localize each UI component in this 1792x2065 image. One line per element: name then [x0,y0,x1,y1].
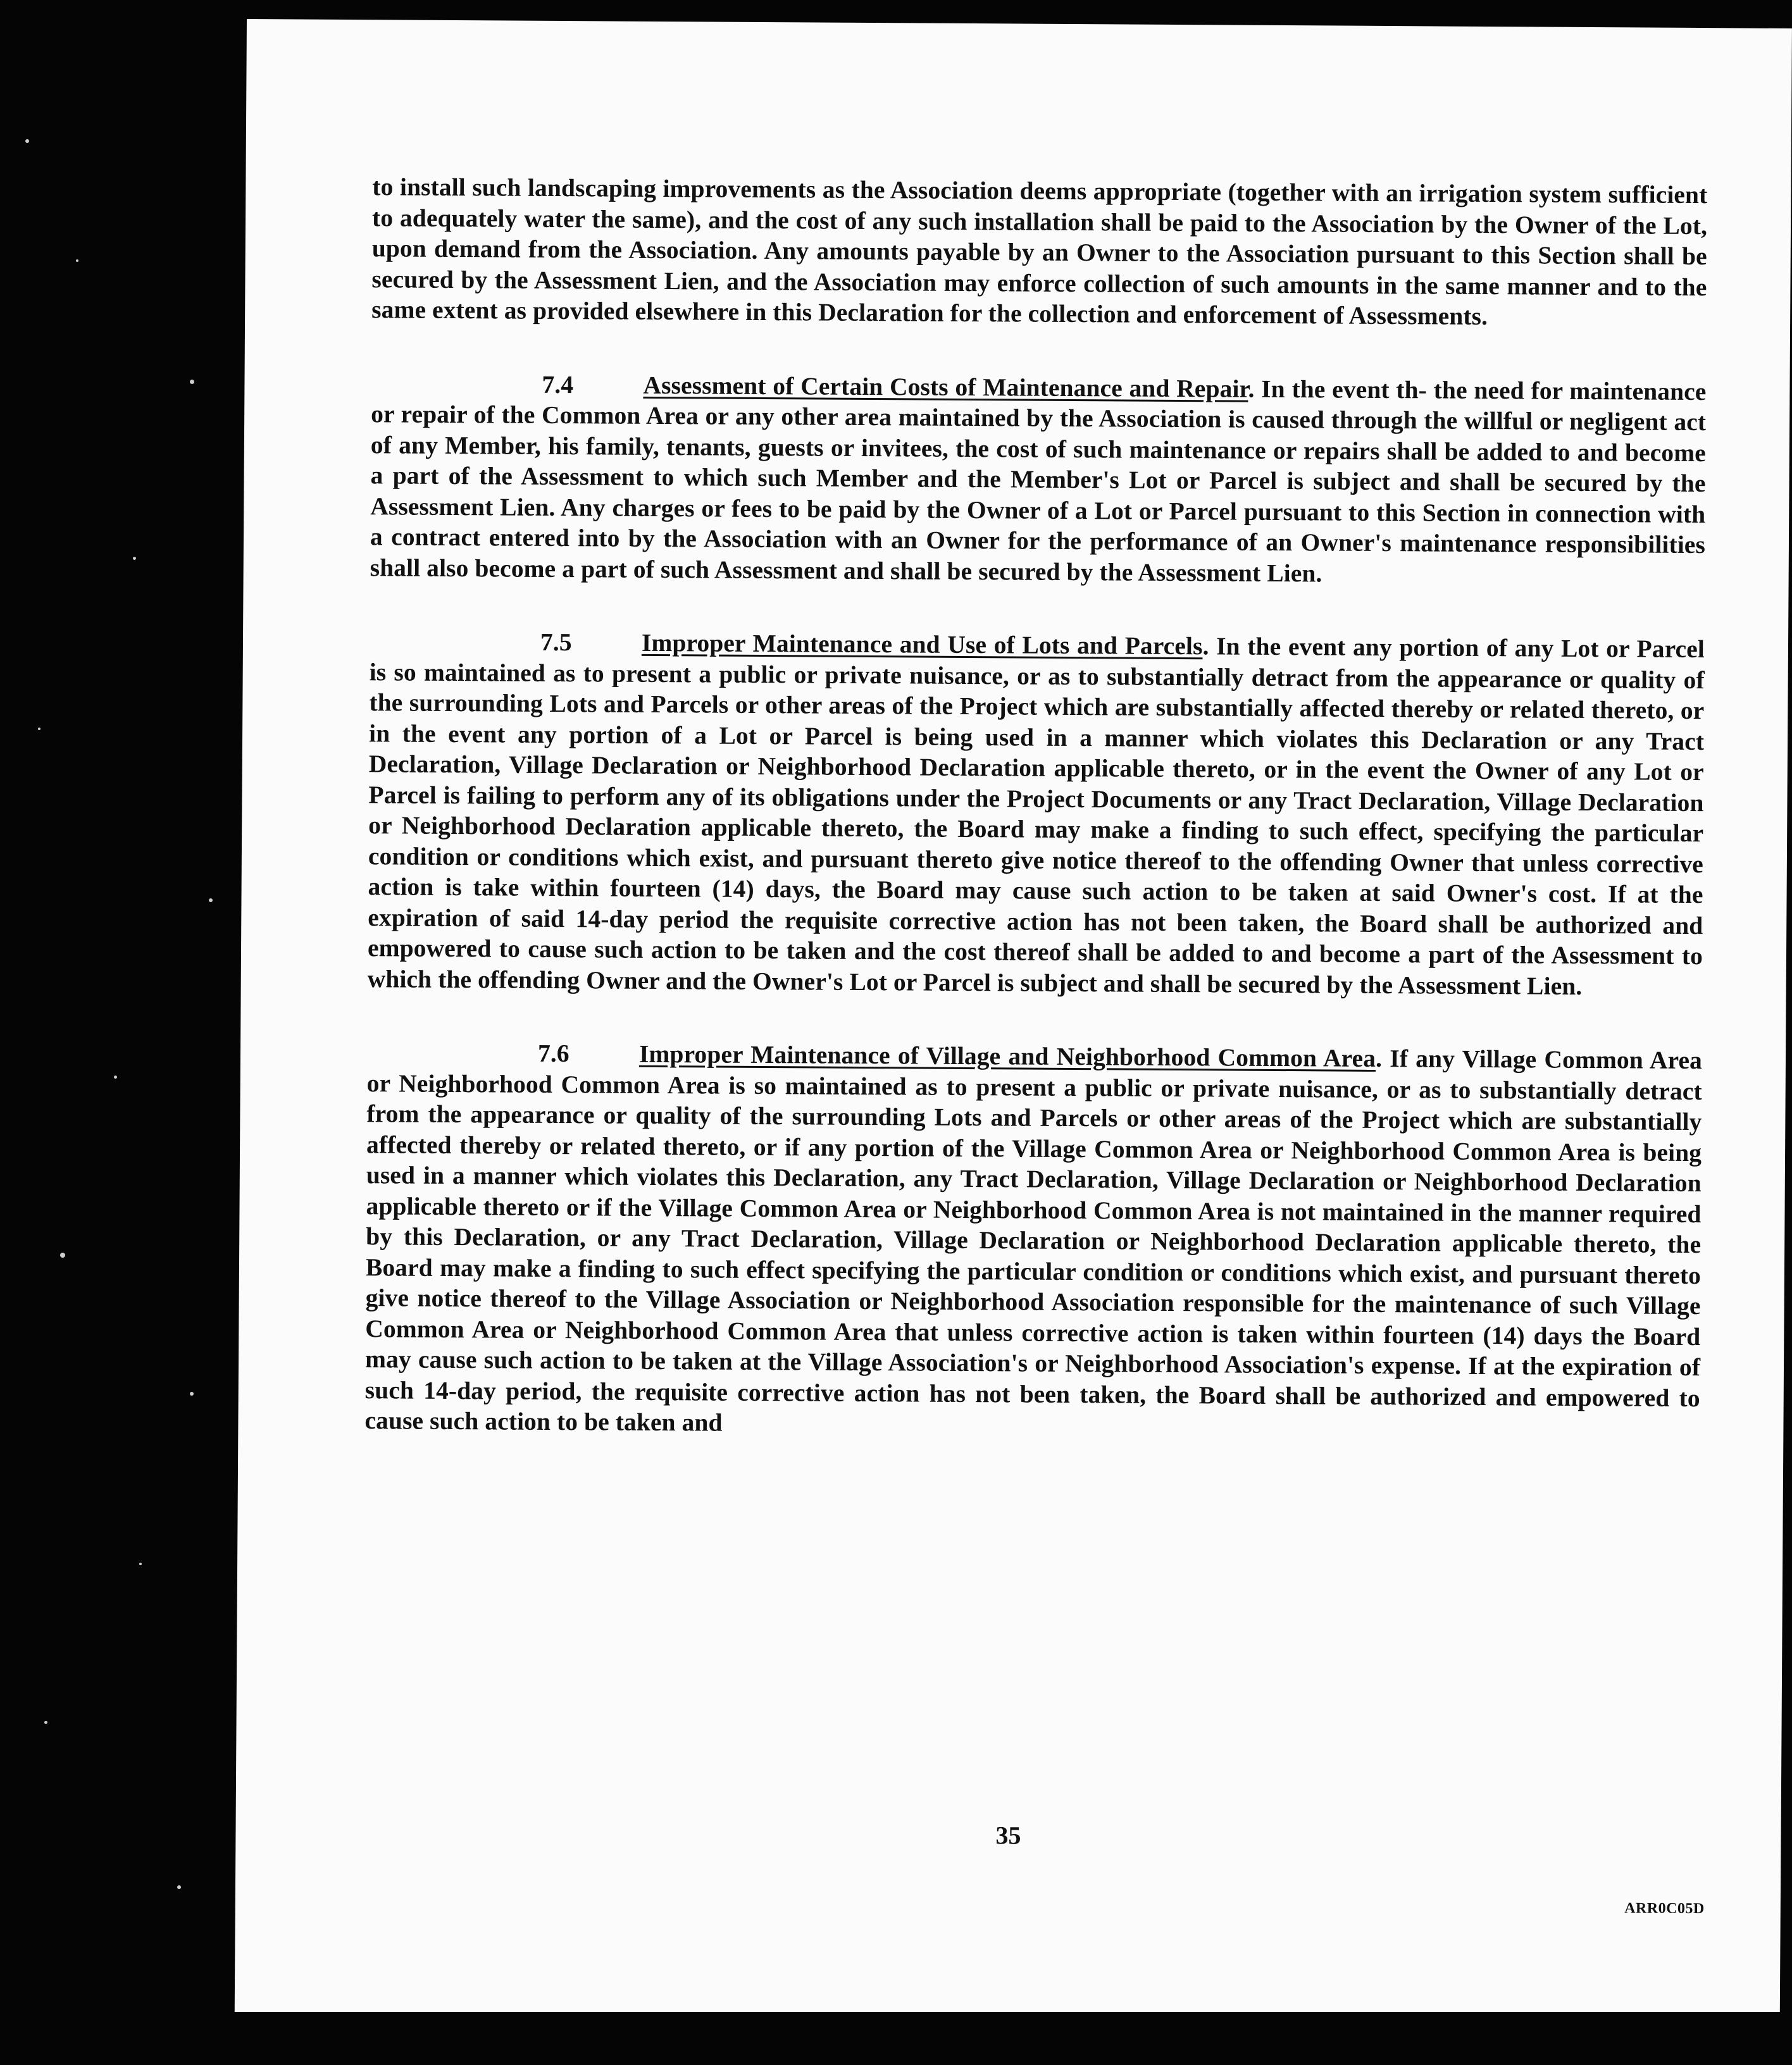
scan-speck [190,1392,194,1396]
document-page [235,19,1792,2021]
scan-speck [60,1253,65,1258]
section-7-6 [364,1037,1702,1444]
section-number: 7.4 [542,370,574,399]
scan-speck [177,1885,181,1889]
scan-speck [133,557,136,560]
scan-speck [44,1721,47,1724]
document-body [364,171,1708,1487]
section-7-4 [370,368,1707,591]
paragraph-continuation [371,171,1707,333]
section-7-5 [368,626,1705,1002]
section-title: Assessment of Certain Costs of Maintenance and Repair [643,371,1248,403]
scan-bottom-edge [0,2012,1792,2065]
scan-speck [190,380,194,384]
document-code: ARR0C05D [1624,1900,1705,1918]
section-number: 7.6 [537,1039,569,1068]
scan-speck [25,139,29,143]
paragraph-text: to install such landscaping improvements as the Association deems appropriate (together with an irrigation system sufficient to adequately water the same), and the cost of any such installation shall be paid to the Association by the Owner of the Lot, upon demand from the Association. Any amounts payable by an Owner to the Association pursuant to this Section shall be secured by the Assessment Lien, and the Association may enforce collection of such amounts in the same manner and to the same extent as provided elsewhere in this Declaration for the collection and enforcement of Assessments. [371,173,1708,330]
scan-speck [209,898,213,902]
scan-speck [114,1076,117,1079]
section-text: . If any Village Common Area or Neighborhood Common Area is so maintained as to present a public or private nuisance, or as to substantially detract from the appearance or quality of the surrounding Lots and Parcels or other areas of the Project which are substantially affected thereby or related thereto, or if any portion of the Village Common Area or Neighborhood Common Area is being used in a manner which violates this Declaration, any Tract Declaration, Village Declaration or Neighborhood Declaration applicable thereto or if the Village Common Area or Neighborhood Common Area is not maintained in the manner required by this Declaration, or any Tract Declaration, Village Declaration or Neighborhood Declaration applicable thereto, the Board may make a finding to such effect specifying the particular condition or conditions which exist, and pursuant thereto give notice thereof to the Village Association or Neighborhood Association responsible for the maintenance of such Village Common Area or Neighborhood Common Area that unless corrective action is taken within fourteen (14) days the Board may cause such action to be taken at the Village Association's or Neighborhood Association's expense. If at the expiration of such 14-day period, the requisite corrective action has not been taken, the Board shall be authorized and empowered to cause such action to be taken and [364,1044,1703,1437]
scan-speck [139,1563,142,1565]
section-number: 7.5 [540,628,572,657]
section-title: Improper Maintenance of Village and Neighborhood Common Area [638,1039,1376,1072]
section-title: Improper Maintenance and Use of Lots and Parcels [641,628,1203,660]
page-number: 35 [995,1821,1021,1850]
scan-speck [38,728,40,730]
section-text: . In the event th- the need for maintenance or repair of the Common Area or any other area maintained by the Association is caused through the willful or negligent act of any Member, his family, tenants, guests or invitees, the cost of such maintenance or repairs shall be added to and become a part of the Assessment to which such Member and the Member's Lot or Parcel is subject and shall be secured by the Assessment Lien. Any charges or fees to be paid by the Owner of a Lot or Parcel pursuant to this Section in connection with a contract entered into by the Association with an Owner for the performance of an Owner's maintenance responsibilities shall also become a part of such Assessment and shall be secured by the Assessment Lien. [370,375,1707,587]
scan-speck [76,259,78,262]
section-text: . In the event any portion of any Lot or Parcel is so maintained as to present a public or private nuisance, or as to substantially detract from the appearance or quality of the surrounding Lots and Parcels or other areas of the Project which are substantially affected thereby or related thereto, or in the event any portion of a Lot or Parcel is being used in a manner which violates this Declaration or any Tract Declaration, Village Declaration or Neighborhood Declaration applicable thereto, or in the event the Owner of any Lot or Parcel is failing to perform any of its obligations under the Project Documents or any Tract Declaration, Village Declaration or Neighborhood Declaration applicable thereto, the Board may make a finding to such effect, specifying the particular condition or conditions which exist, and pursuant thereto give notice thereof to the offending Owner that unless corrective action is take within fourteen (14) days, the Board may cause such action to be taken at said Owner's cost. If at the expiration of said 14-day period the requisite corrective action has not been taken, the Board shall be authorized and empowered to cause such action to be taken and the cost thereof shall be added to and become a part of the Assessment to which the offending Owner and the Owner's Lot or Parcel is subject and shall be secured by the Assessment Lien. [367,632,1705,1000]
